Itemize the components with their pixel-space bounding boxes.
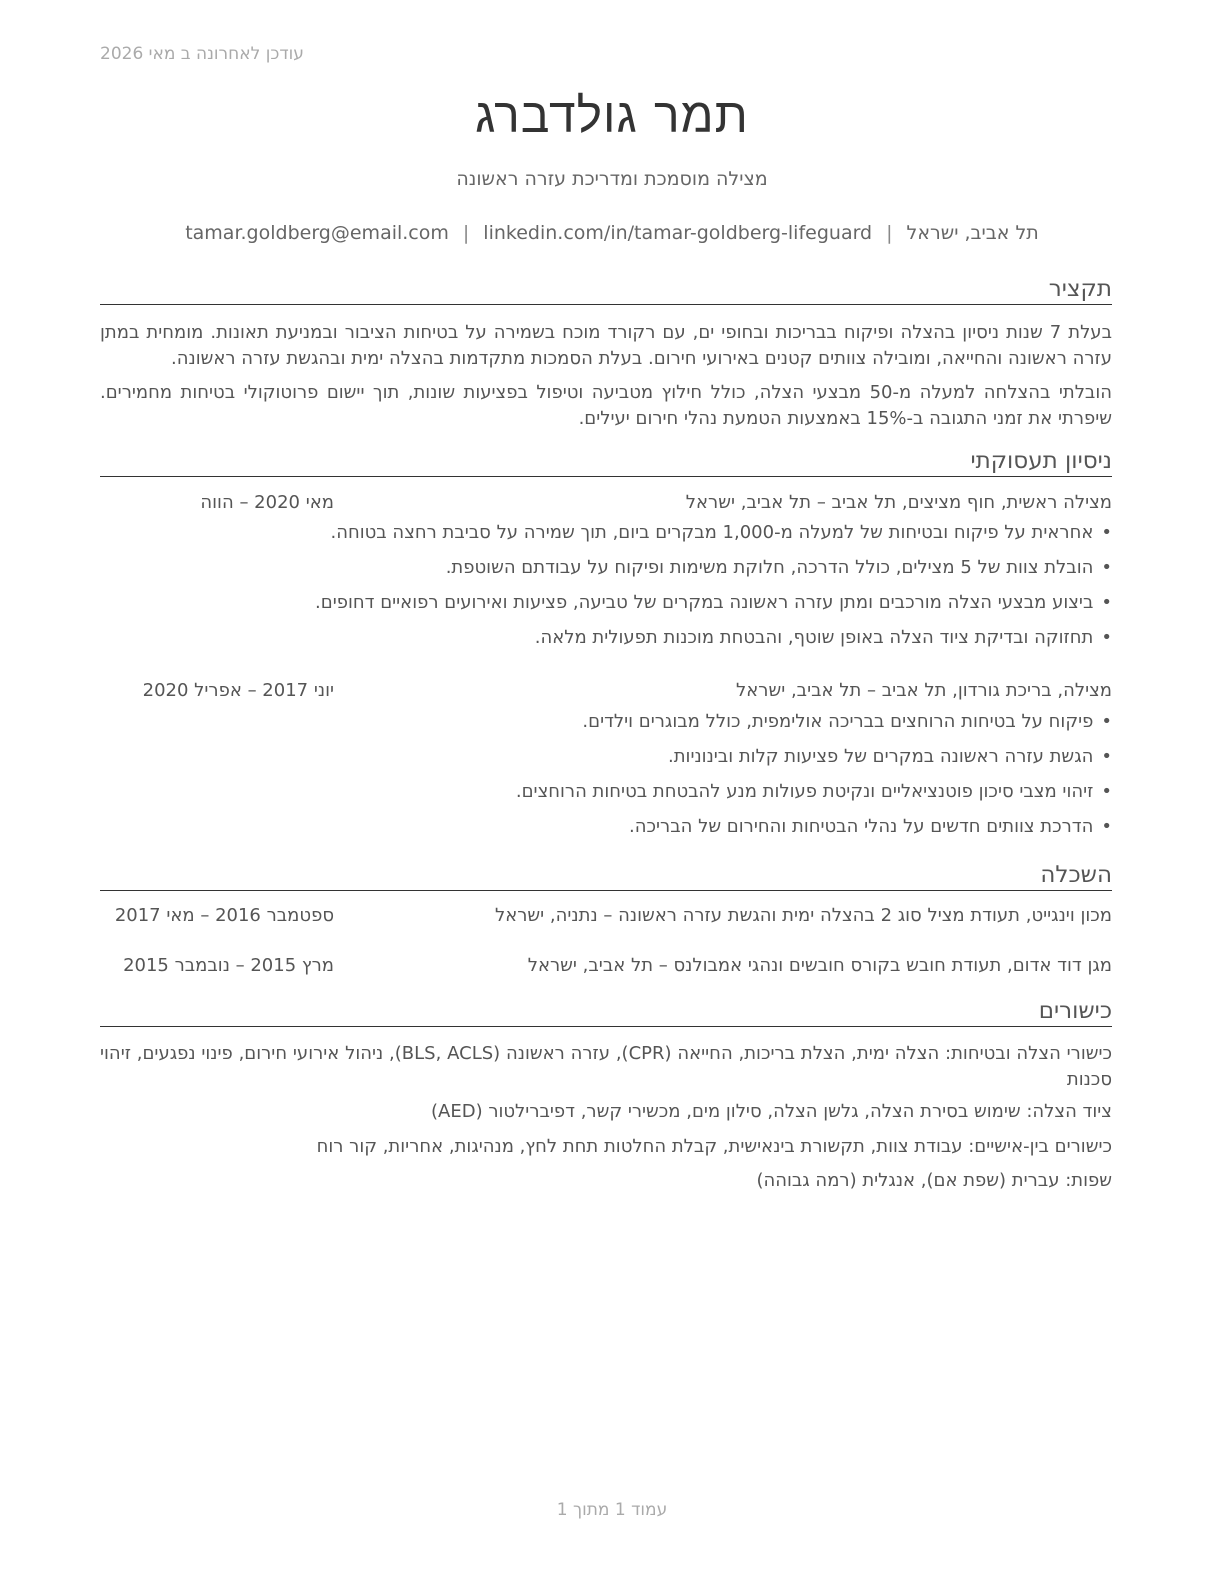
section-divider (100, 476, 1112, 477)
education-item: מגן דוד אדום, תעודת חובש בקורס חובשים ונהגי אמבולנס – תל אביב, ישראל (527, 955, 1112, 976)
bullet-dot-icon: • (1101, 781, 1112, 802)
job-bullet-text: זיהוי מצבי סיכון פוטנציאליים ונקיטת פעולות מנע להבטחת בטיחות הרוחצים. (515, 781, 1094, 802)
job-bullet (330, 522, 1112, 543)
candidate-name: תמר גולדברג (475, 88, 749, 144)
bullet-dot-icon: • (1101, 592, 1112, 613)
job-title: מצילה ראשית, חוף מציצים, תל אביב – תל אביב, ישראל (685, 492, 1112, 513)
summary-paragraph-1: בעלת 7 שנות ניסיון בהצלה ופיקוח בבריכות ובחופי ים, עם רקורד מוכח בשמירה על בטיחות הציבור ובמניעת תאונות. מומחית במתן עזרה ראשונה והחייאה, ומובילה צוותים קטנים באירועי חירום. בעלת הסמכות מתקדמות בהצלה ימית ובהגשת עזרה ראשונה. (100, 322, 1112, 369)
job-dates: מאי 2020 – הווה (200, 492, 334, 513)
job-dates: יוני 2017 – אפריל 2020 (142, 680, 334, 701)
section-title-skills: כישורים (1038, 998, 1112, 1024)
contact-separator: | (462, 222, 470, 244)
bullet-dot-icon: • (1101, 627, 1112, 648)
job-bullet (629, 816, 1112, 837)
job-title: מצילה, בריכת גורדון, תל אביב – תל אביב, ישראל (736, 680, 1112, 701)
skills-rescue: כישורי הצלה ובטיחות: הצלה ימית, הצלת בריכות, החייאה (CPR), עזרה ראשונה (BLS, ACLS), ניהול אירועי חירום, פינוי נפגעים, זיהוי סכנות (100, 1043, 1113, 1090)
section-title-education: השכלה (1040, 862, 1112, 888)
job-bullet-text: הדרכת צוותים חדשים על נהלי הבטיחות והחירום של הבריכה. (629, 816, 1094, 837)
job-bullet-text: תחזוקה ובדיקת ציוד הצלה באופן שוטף, והבטחת מוכנות תפעולית מלאה. (534, 627, 1094, 648)
section-divider (100, 890, 1112, 891)
job-bullet-text: הובלת צוות של 5 מצילים, כולל הדרכה, חלוקת משימות ופיקוח על עבודתם השוטפת. (445, 557, 1094, 578)
contact-location: תל אביב, ישראל (906, 222, 1039, 244)
job-bullet (446, 557, 1112, 578)
job-bullet-text: פיקוח על בטיחות הרוחצים בבריכה אולימפית, כולל מבוגרים וילדים. (582, 711, 1094, 732)
contact-linkedin[interactable]: linkedin.com/in/tamar-goldberg-lifeguard (483, 222, 873, 244)
page-number: עמוד 1 מתוך 1 (556, 1500, 668, 1520)
bullet-dot-icon: • (1101, 816, 1112, 837)
job-bullet (315, 592, 1112, 613)
education-dates: מרץ 2015 – נובמבר 2015 (123, 955, 334, 976)
contact-separator: | (886, 222, 893, 244)
bullet-dot-icon: • (1101, 711, 1112, 732)
skills-interpersonal: כישורים בין-אישיים: עבודת צוות, תקשורת בינאישית, קבלת החלטות תחת לחץ, מנהיגות, אחריות, קור רוח (316, 1136, 1112, 1157)
education-item: מכון וינגייט, תעודת מציל סוג 2 בהצלה ימית והגשת עזרה ראשונה – נתניה, ישראל (494, 905, 1112, 926)
education-dates: ספטמבר 2016 – מאי 2017 (114, 905, 334, 926)
section-divider (100, 304, 1112, 305)
job-bullet (582, 711, 1112, 732)
bullet-dot-icon: • (1101, 557, 1112, 578)
contact-line (0, 222, 1224, 244)
job-bullet-text: הגשת עזרה ראשונה במקרים של פציעות קלות ובינוניות. (667, 746, 1094, 767)
contact-email[interactable]: tamar.goldberg@email.com (185, 222, 449, 244)
summary-paragraph-2: הובלתי בהצלחה למעלה מ-50 מבצעי הצלה, כולל חילוץ מטביעה וטיפול בפציעות שונות, תוך יישום פרוטוקולי בטיחות מחמירים. שיפרתי את זמני התגובה ב-15% באמצעות הטמעת נהלי חירום יעילים. (100, 382, 1112, 429)
section-title-experience: ניסיון תעסוקתי (970, 448, 1112, 474)
section-title-summary: תקציר (1048, 276, 1112, 302)
job-bullet (535, 627, 1112, 648)
candidate-title: מצילה מוסמכת ומדריכת עזרה ראשונה (456, 168, 768, 190)
job-bullet (516, 781, 1112, 802)
job-bullet-text: ביצוע מבצעי הצלה מורכבים ומתן עזרה ראשונה במקרים של טביעה, פציעות ואירועים רפואיים דחופים. (315, 592, 1094, 613)
job-bullet (668, 746, 1112, 767)
bullet-dot-icon: • (1101, 746, 1112, 767)
bullet-dot-icon: • (1101, 522, 1112, 543)
skills-equipment: ציוד הצלה: שימוש בסירת הצלה, גלשן הצלה, סילון מים, מכשירי קשר, דפיברילטור (AED) (431, 1101, 1112, 1122)
skills-languages: שפות: עברית (שפת אם), אנגלית (רמה גבוהה) (756, 1170, 1112, 1191)
last-updated: עודכן לאחרונה ב מאי 2026 (100, 44, 304, 64)
section-divider (100, 1026, 1112, 1027)
job-bullet-text: אחראית על פיקוח ובטיחות של למעלה מ-1,000 מבקרים ביום, תוך שמירה על סביבת רחצה בטוחה. (330, 522, 1094, 543)
